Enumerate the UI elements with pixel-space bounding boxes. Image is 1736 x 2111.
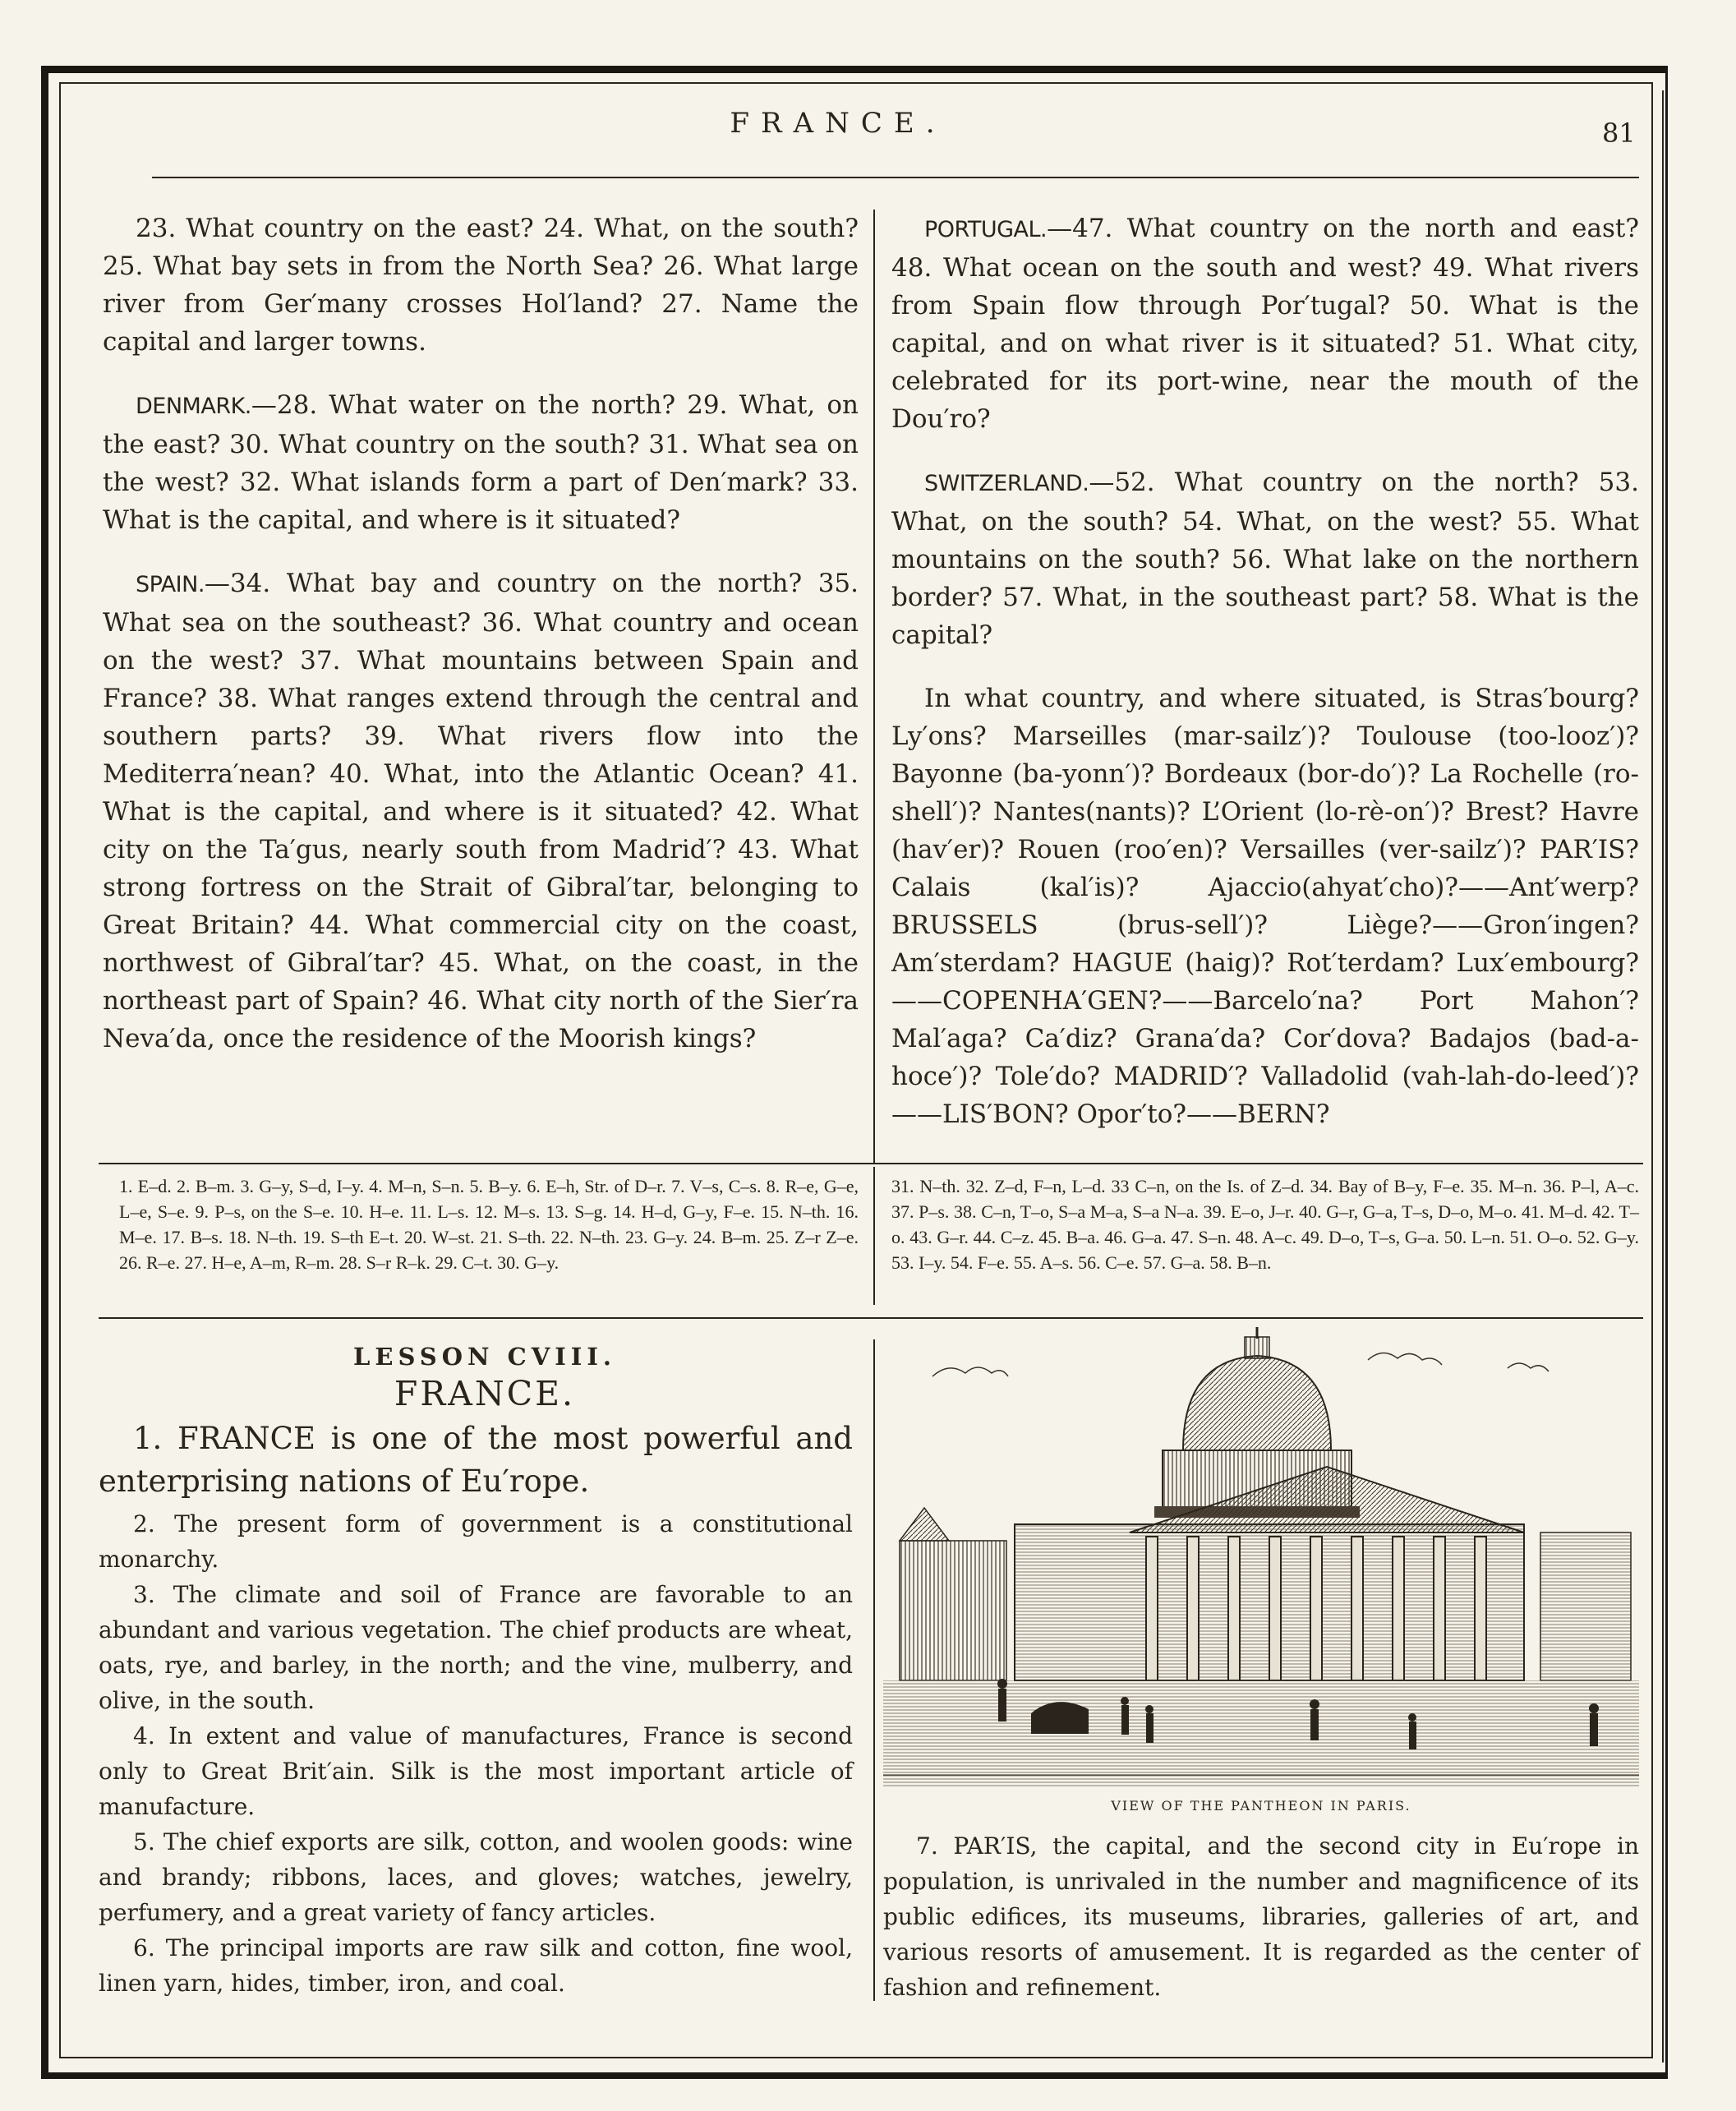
question-paragraph: 23. What country on the east? 24. What, on the south? 25. What bay sets in from the North Sea? 26. What large river from Ger′many crosses Hol′land? 27. Name the capital and larger towns. xyxy=(103,214,859,357)
question-paragraph: In what country, and where situated, is Stras′bourg? Ly′ons? Marseilles (mar-sailz′)? Toulouse (too-looz′)? Bayonne (ba-yonn′)? Bordeaux (bor-do′)? La Rochelle (ro-shell′)? Nantes(nants)? L’Orient (lo-rè-on′)? Brest? Havre (hav′er)? Rouen (roo′en)? Versailles (ver-sailz′)? PAR′IS? Calais (kal′is)? Ajaccio(ahyat′cho)?——Ant′werp? BRUSSELS (brus-sell′)? Liège?——Gron′ingen? Am′sterdam? HAGUE (haig)? Rot′terdam? Lux′embourg?——COPENHA′GEN?——Barcelo′na? Port Mahon′? Mal′aga? Ca′diz? Grana′da? Cor′dova? Badajos (bad-a-hoce′)? Tole′do? MADRID′? Valladolid (vah-lah-do-leed′)?——LIS′BON? Opor′to?——BERN? xyxy=(891,684,1639,1129)
right-border-rule xyxy=(1662,90,1664,2063)
lesson-subtitle: FRANCE. xyxy=(394,1374,576,1413)
lesson-divider xyxy=(873,1339,875,2001)
question-paragraph: PORTUGAL.—47. What country on the north and east? 48. What ocean on the south and west? 49. What rivers from Spain flow through Por′tugal? 50. What is the capital, and on what river is it situated? 51. What city, celebrated for its port-wine, near the mouth of the Dou′ro? xyxy=(891,214,1639,434)
answers-right: 31. N–th. 32. Z–d, F–n, L–d. 33 C–n, on the Is. of Z–d. 34. Bay of B–y, F–e. 35. M–n. 36. P–l, A–c. 37. P–s. 38. C–n, T–o, S–a M–a, S–a N–a. 39. E–o, J–r. 40. G–r, G–a, T–s, D–o, M–o. 41. M–d. 42. T–o. 43. G–r. 44. C–z. 45. B–a. 46. G–a. 47. S–n. 48. A–c. 49. D–o, T–s, G–a. 50. L–n. 51. O–o. 52. G–y. 53. I–y. 54. F–e. 55. A–s. 56. C–e. 57. G–a. 58. B–n. xyxy=(891,1176,1639,1273)
country-heading: SPAIN. xyxy=(136,572,205,597)
pantheon-illustration xyxy=(883,1327,1639,1787)
answers-bottom-rule xyxy=(99,1317,1643,1319)
country-heading: DENMARK. xyxy=(136,394,251,419)
page-number: 81 xyxy=(1602,118,1636,149)
lesson-paragraph: 6. The principal imports are raw silk and cotton, fine wool, linen yarn, hides, timber, iron, and coal. xyxy=(99,1934,853,1997)
lesson-paragraph-7: 7. PAR′IS, the capital, and the second city in Eu′rope in population, is unrivaled in the number and magnificence of its public edifices, its museums, libraries, galleries of art, and various resorts of amusement. It is regarded as the center of fashion and refinement. xyxy=(883,1832,1639,2001)
answers-top-rule xyxy=(99,1163,1643,1164)
lesson-paragraph: 5. The chief exports are silk, cotton, and woolen goods: wine and brandy; ribbons, laces, and gloves; watches, jewelry, perfumery, and a great variety of fancy articles. xyxy=(99,1828,853,1926)
country-heading: SWITZERLAND. xyxy=(924,471,1089,496)
lesson-body xyxy=(99,1417,853,2001)
column-divider xyxy=(873,210,875,1163)
right-questions xyxy=(891,210,1639,1133)
lesson-paragraph: 1. FRANCE is one of the most powerful and enterprising nations of Eu′rope. xyxy=(99,1421,853,1499)
question-paragraph: DENMARK.—28. What water on the north? 29. What, on the east? 30. What country on the south? 31. What sea on the west? 32. What islands form a part of Den′mark? 33. What is the capital, and where is it situated? xyxy=(103,390,859,535)
country-heading: PORTUGAL. xyxy=(924,217,1048,242)
lesson-paragraph: 4. In extent and value of manufactures, France is second only to Great Brit′ain. Silk is the most important article of manufacture. xyxy=(99,1722,853,1820)
answers-divider xyxy=(873,1167,875,1305)
answers-left: 1. E–d. 2. B–m. 3. G–y, S–d, I–y. 4. M–n, S–n. 5. B–y. 6. E–h, Str. of D–r. 7. V–s, C–s. 8. R–e, G–e, L–e, S–e. 9. P–s, on the S–e. 10. H–e. 11. L–s. 12. M–s. 13. S–g. 14. H–d, G–y, F–e. 15. N–th. 16. M–e. 17. B–s. 18. N–th. 19. S–th E–t. 20. W–st. 21. S–th. 22. N–th. 23. G–y. 24. B–m. 25. Z–r Z–e. 26. R–e. 27. H–e, A–m, R–m. 28. S–r R–k. 29. C–t. 30. G–y. xyxy=(119,1176,859,1273)
question-paragraph: SWITZERLAND.—52. What country on the north? 53. What, on the south? 54. What, on the west? 55. What mountains on the south? 56. What lake on the northern border? 57. What, in the southeast part? 58. What is the capital? xyxy=(891,468,1639,650)
left-questions xyxy=(103,210,859,1058)
illustration-caption: VIEW OF THE PANTHEON IN PARIS. xyxy=(1111,1798,1411,1814)
page-title: FRANCE. xyxy=(730,107,946,140)
lesson-paragraph: 3. The climate and soil of France are favorable to an abundant and various vegetation. The chief products are wheat, oats, rye, and barley, in the north; and the vine, mulberry, and olive, in the south. xyxy=(99,1581,853,1714)
lesson-title: LESSON CVIII. xyxy=(353,1343,616,1371)
lesson-paragraph: 2. The present form of government is a constitutional monarchy. xyxy=(99,1510,853,1573)
question-paragraph: SPAIN.—34. What bay and country on the north? 35. What sea on the southeast? 36. What country and ocean on the west? 37. What mountains between Spain and France? 38. What ranges extend through the central and southern parts? 39. What rivers flow into the Mediterra′nean? 40. What, into the Atlantic Ocean? 41. What is the capital, and where is it situated? 42. What city on the Ta′gus, nearly south from Madrid′? 43. What strong fortress on the Strait of Gibral′tar, belonging to Great Britain? 44. What commercial city on the coast, northwest of Gibral′tar? 45. What, on the coast, in the northeast part of Spain? 46. What city north of the Sier′ra Neva′da, once the residence of the Moorish kings? xyxy=(103,569,859,1053)
header-rule xyxy=(152,177,1639,178)
